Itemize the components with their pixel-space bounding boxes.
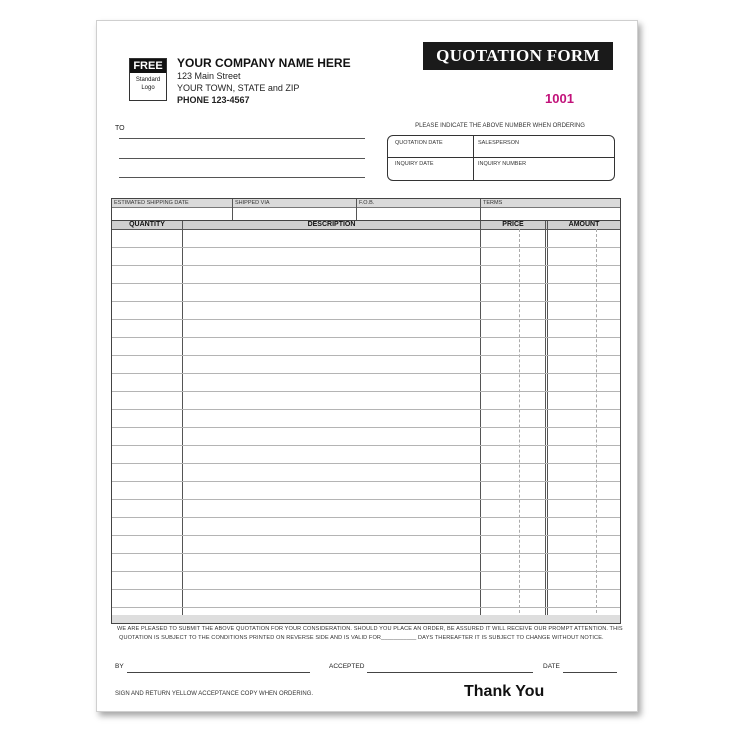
by-line[interactable] xyxy=(127,672,310,673)
terms-label: TERMS xyxy=(483,200,503,206)
column-divider xyxy=(182,221,183,623)
address-line1: 123 Main Street xyxy=(177,71,241,81)
table-row[interactable] xyxy=(112,355,620,356)
table-row[interactable] xyxy=(112,373,620,374)
to-label: TO xyxy=(115,125,125,132)
salesperson-label: SALESPERSON xyxy=(478,140,519,146)
logo-free-label: FREE xyxy=(130,59,166,73)
logo-sub-line2: Logo xyxy=(141,85,155,91)
table-row[interactable] xyxy=(112,409,620,410)
date-line[interactable] xyxy=(563,672,617,673)
table-row[interactable] xyxy=(112,301,620,302)
accepted-label: ACCEPTED xyxy=(329,663,365,670)
logo-sub-label xyxy=(130,76,166,92)
standard-logo xyxy=(129,58,167,101)
line-item-table xyxy=(111,220,621,624)
table-row[interactable] xyxy=(112,463,620,464)
table-row[interactable] xyxy=(112,535,620,536)
order-note: PLEASE INDICATE THE ABOVE NUMBER WHEN ORDERING xyxy=(415,123,585,129)
table-row[interactable] xyxy=(112,499,620,500)
inquiry-date-label: INQUIRY DATE xyxy=(395,161,434,167)
logo-sub-line1: Standard xyxy=(135,77,161,83)
info-box-divider-v xyxy=(473,136,474,180)
table-row[interactable] xyxy=(112,283,620,284)
table-row[interactable] xyxy=(112,481,620,482)
by-label: BY xyxy=(115,663,124,670)
date-label: DATE xyxy=(543,663,560,670)
to-line[interactable] xyxy=(119,158,365,159)
amount-cents-divider xyxy=(596,229,597,623)
shipping-row xyxy=(111,198,621,221)
quotation-form-sheet xyxy=(96,20,638,712)
quantity-column-header: QUANTITY xyxy=(129,221,165,228)
fob-label: F.O.B. xyxy=(359,200,375,206)
shipping-separator xyxy=(356,199,357,220)
table-row[interactable] xyxy=(112,265,620,266)
table-row[interactable] xyxy=(112,517,620,518)
fine-print-line1: WE ARE PLEASED TO SUBMIT THE ABOVE QUOTATION FOR YOUR CONSIDERATION. SHOULD YOU PLACE AN ORDER, BE ASSURED IT WILL RECEIVE OUR PROMPT ATTENTION. THIS xyxy=(117,626,623,632)
column-divider xyxy=(480,221,481,623)
address-line2: YOUR TOWN, STATE and ZIP xyxy=(177,83,300,93)
form-title: QUOTATION FORM xyxy=(423,42,613,70)
quotation-date-label: QUOTATION DATE xyxy=(395,140,443,146)
acceptance-note: SIGN AND RETURN YELLOW ACCEPTANCE COPY WHEN ORDERING. xyxy=(115,691,314,697)
column-divider xyxy=(547,221,548,623)
price-cents-divider xyxy=(519,229,520,623)
table-row[interactable] xyxy=(112,553,620,554)
to-line[interactable] xyxy=(119,177,365,178)
column-divider xyxy=(545,221,546,623)
to-line[interactable] xyxy=(119,138,365,139)
fine-print-line2: QUOTATION IS SUBJECT TO THE CONDITIONS PRINTED ON REVERSE SIDE AND IS VALID FOR___________ DAYS THEREAFTER IT IS SUBJECT TO CHANGE WITHOUT NOTICE. xyxy=(119,635,604,641)
company-name: YOUR COMPANY NAME HERE xyxy=(177,56,351,70)
info-box-divider-h xyxy=(388,157,614,158)
amount-column-header: AMOUNT xyxy=(568,221,600,228)
inquiry-number-label: INQUIRY NUMBER xyxy=(478,161,527,167)
estimated-shipping-date-label: ESTIMATED SHIPPING DATE xyxy=(114,200,189,206)
price-column-header: PRICE xyxy=(502,221,524,228)
shipped-via-label: SHIPPED VIA xyxy=(235,200,270,206)
info-box xyxy=(387,135,615,181)
accepted-line[interactable] xyxy=(367,672,533,673)
table-row[interactable] xyxy=(112,319,620,320)
table-row[interactable] xyxy=(112,445,620,446)
table-row[interactable] xyxy=(112,571,620,572)
thank-you: Thank You xyxy=(464,683,545,700)
form-number: 1001 xyxy=(545,91,574,106)
description-column-header: DESCRIPTION xyxy=(307,221,356,228)
table-row[interactable] xyxy=(112,589,620,590)
table-bottom-strip xyxy=(112,615,620,623)
phone: PHONE 123-4567 xyxy=(177,95,250,105)
table-row[interactable] xyxy=(112,607,620,608)
table-row[interactable] xyxy=(112,337,620,338)
table-row[interactable] xyxy=(112,391,620,392)
shipping-separator xyxy=(232,199,233,220)
table-row[interactable] xyxy=(112,247,620,248)
shipping-separator xyxy=(480,199,481,220)
table-row[interactable] xyxy=(112,427,620,428)
